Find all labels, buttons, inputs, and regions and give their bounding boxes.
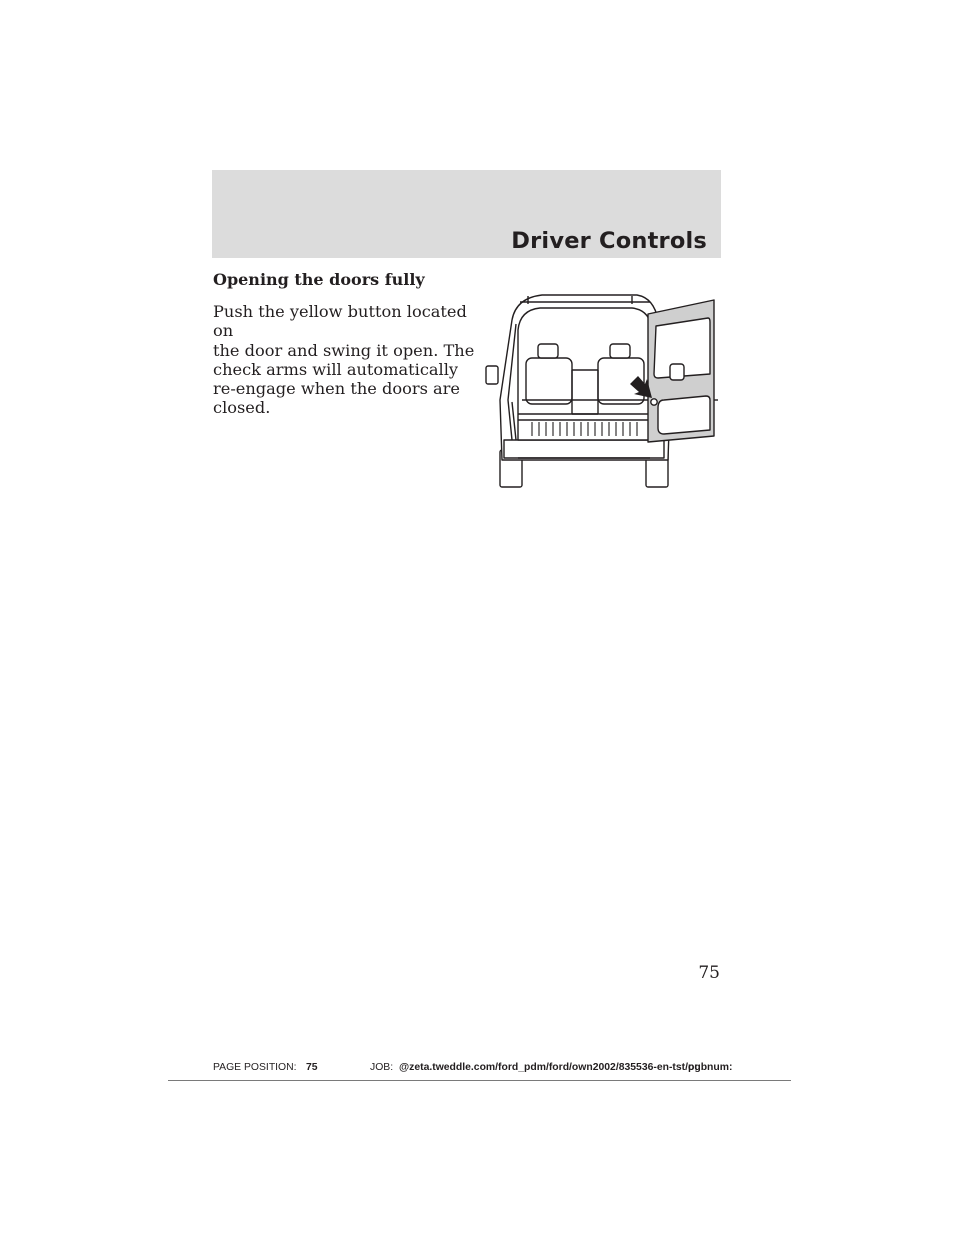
page-number: 75 <box>698 963 720 983</box>
page-position-label: PAGE POSITION: <box>213 1062 297 1073</box>
pubnum-label: pubnum: <box>688 1062 733 1073</box>
subheading: Opening the doors fully <box>213 270 425 289</box>
job-label: JOB: <box>370 1062 394 1073</box>
print-footer <box>0 1062 960 1082</box>
seat-back-left <box>526 358 572 404</box>
headrest-right <box>610 344 630 358</box>
page-position-value: 75 <box>306 1062 318 1073</box>
section-title: Driver Controls <box>511 228 707 254</box>
van-rear-door-illustration <box>482 290 722 490</box>
door-release-button <box>651 399 657 405</box>
rear-bumper <box>504 440 664 458</box>
footer-rule <box>168 1080 791 1081</box>
section-header-bar <box>212 170 721 258</box>
left-mirror <box>486 366 498 384</box>
headrest-left <box>538 344 558 358</box>
body-paragraph: Push the yellow button located on the door and swing it open. The check arms will automatically re-engage when the doors are closed. <box>213 302 475 418</box>
job-value: @zeta.tweddle.com/ford_pdm/ford/own2002/835536-en-tst/og <box>399 1062 701 1073</box>
